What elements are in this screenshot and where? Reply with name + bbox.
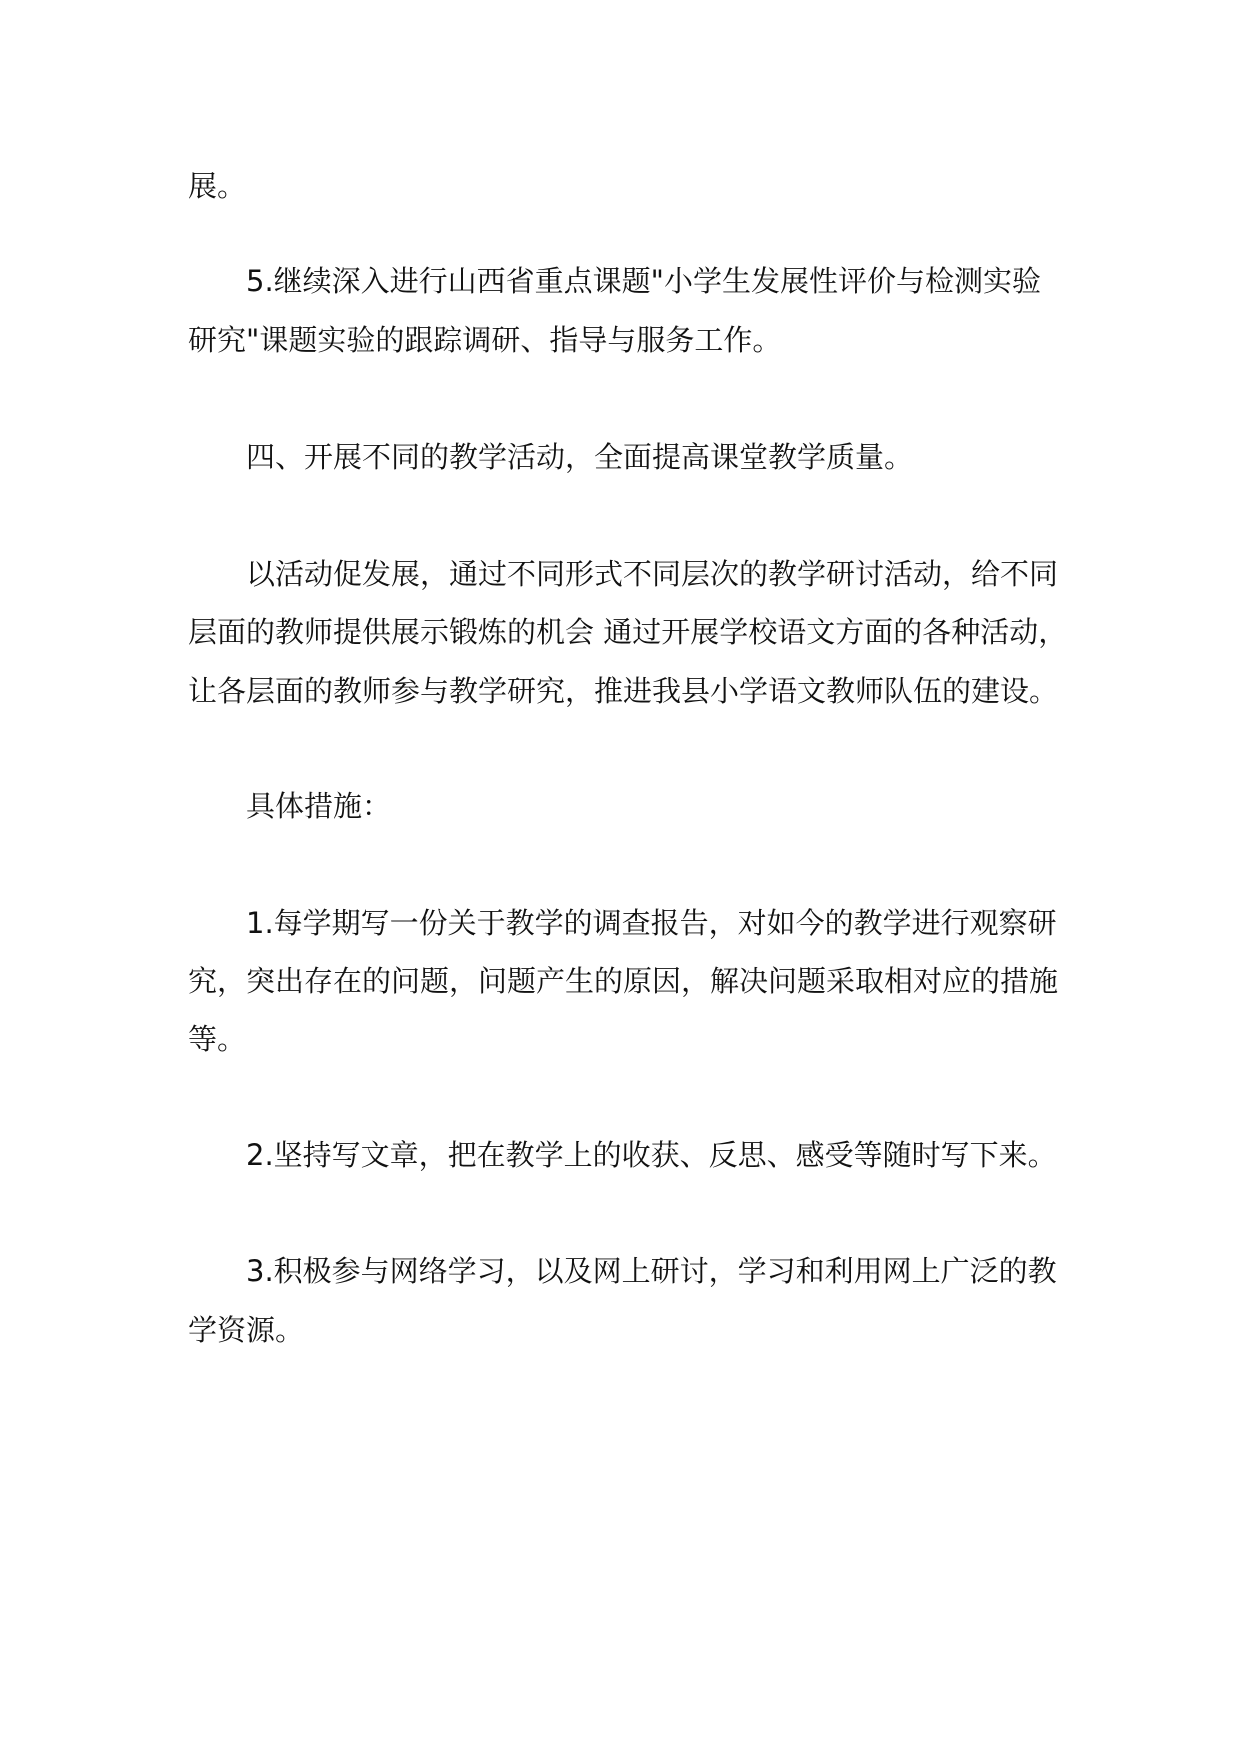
- text-line-item-1-cont: 究，突出存在的问题，问题产生的原因，解决问题采取相对应的措施: [188, 964, 1059, 998]
- text-line-item-3-cont: 学资源。: [188, 1313, 305, 1347]
- text-line-item-1: 1.每学期写一份关于教学的调查报告，对如今的教学进行观察研: [246, 906, 1057, 940]
- section-heading-4: 四、开展不同的教学活动，全面提高课堂教学质量。: [246, 440, 914, 474]
- text-line-item-1-cont: 等。: [188, 1022, 247, 1056]
- text-line-item-5-cont: 研究"课题实验的跟踪调研、指导与服务工作。: [188, 323, 782, 357]
- measures-heading: 具体措施：: [246, 789, 392, 823]
- text-line-item-3: 3.积极参与网络学习，以及网上研讨，学习和利用网上广泛的教: [246, 1254, 1057, 1288]
- text-line-continuation: 展。: [188, 169, 247, 203]
- text-line-item-5: 5.继续深入进行山西省重点课题"小学生发展性评价与检测实验: [246, 264, 1042, 298]
- text-line-paragraph: 以活动促发展，通过不同形式不同层次的教学研讨活动，给不同: [246, 557, 1059, 591]
- text-line-item-2: 2.坚持写文章，把在教学上的收获、反思、感受等随时写下来。: [246, 1138, 1057, 1172]
- text-line-paragraph-cont: 让各层面的教师参与教学研究，推进我县小学语文教师队伍的建设。: [188, 674, 1059, 708]
- text-line-paragraph-cont: 层面的教师提供展示锻炼的机会 通过开展学校语文方面的各种活动，: [188, 615, 1068, 649]
